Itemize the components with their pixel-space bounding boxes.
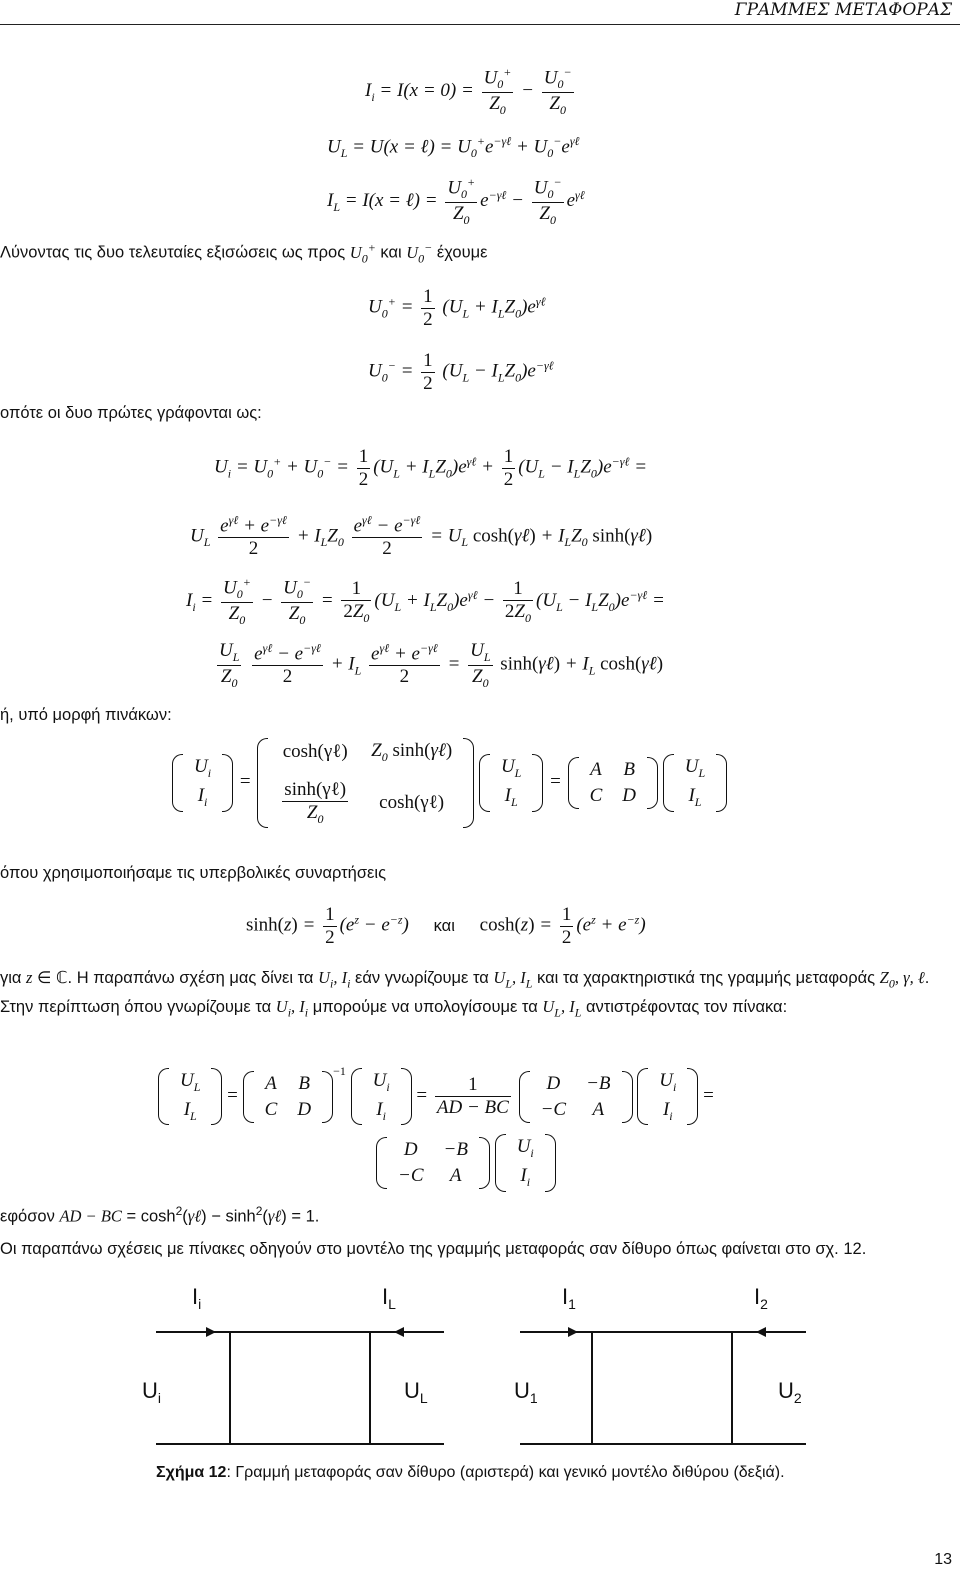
vector-ul-il-2: $U_L$ $I_L$ xyxy=(663,754,727,812)
header-rule xyxy=(0,24,960,25)
equation-ii-sum: $I_i$ = $\frac{U_0^+}{Z_0}$ − $\frac{U_0^-}{Z_0}$ = $\frac{1}{2Z_0}$ $(U_L + I_LZ_0)e^{\gamma\ell}$ − $\frac{1}{2Z_0}$ $(U_L - I_LZ_0)e^{-\gamma\ell}$ = xyxy=(186,575,665,627)
figure-two-port xyxy=(0,1276,960,1456)
page-number: 13 xyxy=(934,1551,952,1568)
label-ui: $U_i$ xyxy=(142,1378,162,1406)
abcd-matrix: A B C D xyxy=(568,757,658,809)
equation-inverse-result: D −B −C A $U_i$ $I_i$ xyxy=(376,1134,556,1192)
equation-u0plus: $U_0^+$ = $\frac{1}{2}$ $(U_L + I_LZ_0)e^{\gamma\ell}$ xyxy=(368,286,546,330)
vector-ul-il: $U_L$ $I_L$ xyxy=(479,754,543,812)
equation-ii: $I_i = I(x = 0)$ = $\frac{U_0^+}{Z_0}$ − $\frac{U_0^-}{Z_0}$ xyxy=(365,65,572,117)
label-il: $I_L$ xyxy=(382,1284,396,1312)
label-u1: $U_1$ xyxy=(514,1378,538,1406)
label-ul: $U_L$ xyxy=(404,1378,428,1406)
arrow-i2 xyxy=(756,1327,766,1337)
label-ii: $I_i$ xyxy=(192,1284,202,1312)
equation-ui-cosh: $U_L$ $\frac{e^{\gamma\ell} + e^{-\gamma\ell}}{2}$ + $I_LZ_0$ $\frac{e^{\gamma\ell} - e^{-\gamma\ell}}{2}$ = $U_L$ cosh(γℓ) + $I_LZ_0$ sinh(γℓ) xyxy=(190,513,653,560)
vector-ui-ii: $U_i$ $I_i$ xyxy=(172,754,233,812)
two-port-right xyxy=(520,1327,806,1444)
label-i2: $I_2$ xyxy=(754,1284,768,1312)
text-solving: Λύνοντας τις δυο τελευταίες εξισώσεις ως προς $U_0^+$ και $U_0^-$ έχουμε xyxy=(0,240,488,265)
text-paragraph-inverse: για z ∈ ℂ. Η παραπάνω σχέση μας δίνει τα $U_i$, $I_i$ εάν γνωρίζουμε τα $U_L$, $I_L$ και τα χαρακτηριστικά της γραμμής μεταφοράς $Z_0$, γ, ℓ. Στην περίπτωση όπου γνωρίζουμε τα $U_i$, $I_i$ μπορούμε να υπολογίσουμε τα $U_L$, $I_L$ αντιστρέφοντας τον πίνακα: xyxy=(0,968,930,1020)
arrow-ii xyxy=(206,1327,216,1337)
equation-inverse: $U_L$ $I_L$ = A B C D $^{-1}$ $U_i$ $I_i$ = $\frac{1}{AD - BC}$ D −B −C A $U_i$ $I_i$ = xyxy=(158,1064,714,1125)
text-hyperbolic: όπου χρησιμοποιήσαμε τις υπερβολικές συναρτήσεις xyxy=(0,864,387,882)
running-header: ΓΡΑΜΜΕΣ ΜΕΤΑΦΟΡΑΣ xyxy=(734,0,952,20)
two-port-right-box xyxy=(592,1332,732,1444)
equation-il: $I_L = I(x$ = ℓ) = $\frac{U_0^+}{Z_0}$ $e^{-\gamma\ell}$ − $\frac{U_0^-}{Z_0}$ $e^{\gamma\ell}$ xyxy=(327,175,585,227)
two-port-left-box xyxy=(230,1332,370,1444)
text-determinant: εφόσον AD − BC = $\cosh^2(\gamma\ell)$ − $\sinh^2(\gamma\ell) = 1$. xyxy=(0,1204,320,1226)
label-i1: $I_1$ xyxy=(562,1284,576,1312)
equation-ii-sinh: $\frac{U_L}{Z_0}$ $\frac{e^{\gamma\ell} - e^{-\gamma\ell}}{2}$ + $I_L$ $\frac{e^{\gamma\ell} + e^{-\gamma\ell}}{2}$ = $\frac{U_L}{Z_0}$ sinh(γℓ) + $I_L$ cosh(γℓ) xyxy=(219,640,664,690)
text-two-port: Οι παραπάνω σχέσεις με πίνακες οδηγούν στο μοντέλο της γραμμής μεταφοράς σαν δίθυρο όπως φαίνεται στο σχ. 12. xyxy=(0,1240,867,1258)
equation-matrix: $U_i$ $I_i$ = cosh(γℓ) $Z_0$ sinh(γℓ) $\frac{\text{sinh(γℓ)}}{Z_0}$ cosh(γℓ) $U_L$ $I_L$ = A B C D $U_L$ $I_L$ xyxy=(172,738,727,828)
text-so: οπότε οι δυο πρώτες γράφονται ως: xyxy=(0,404,262,422)
two-port-left xyxy=(156,1327,444,1444)
label-u2: $U_2$ xyxy=(778,1378,802,1406)
arrow-il xyxy=(394,1327,404,1337)
abcd-matrix-hyperbolic: cosh(γℓ) $Z_0$ sinh(γℓ) $\frac{\text{sinh(γℓ)}}{Z_0}$ cosh(γℓ) xyxy=(257,738,474,828)
text-matrix-form: ή, υπό μορφή πινάκων: xyxy=(0,706,172,724)
equation-hyperbolic-defs: sinh(z) = $\frac{1}{2}$ $(e^z - e^{-z})$ και cosh(z) = $\frac{1}{2}$ $(e^z + e^{-z})$ xyxy=(246,904,646,948)
arrow-i1 xyxy=(568,1327,578,1337)
equation-ui-sum: $U_i = U_0^+ + U_0^-$ = $\frac{1}{2}$ $(U_L + I_LZ_0)e^{\gamma\ell}$ + $\frac{1}{2}$ $(U_L - I_LZ_0)e^{-\gamma\ell}$ = xyxy=(214,446,648,490)
figure-caption: Σχήμα 12: Γραμμή μεταφοράς σαν δίθυρο (αριστερά) και γενικό μοντέλο διθύρου (δεξιά). xyxy=(156,1464,785,1481)
equation-u0minus: $U_0^-$ = $\frac{1}{2}$ $(U_L - I_LZ_0)e^{-\gamma\ell}$ xyxy=(368,350,554,394)
equation-ul: $U_L = U(x$ = ℓ) = $U_0^+e^{-\gamma\ell} + U_0^-e^{\gamma\ell}$ xyxy=(327,134,580,161)
